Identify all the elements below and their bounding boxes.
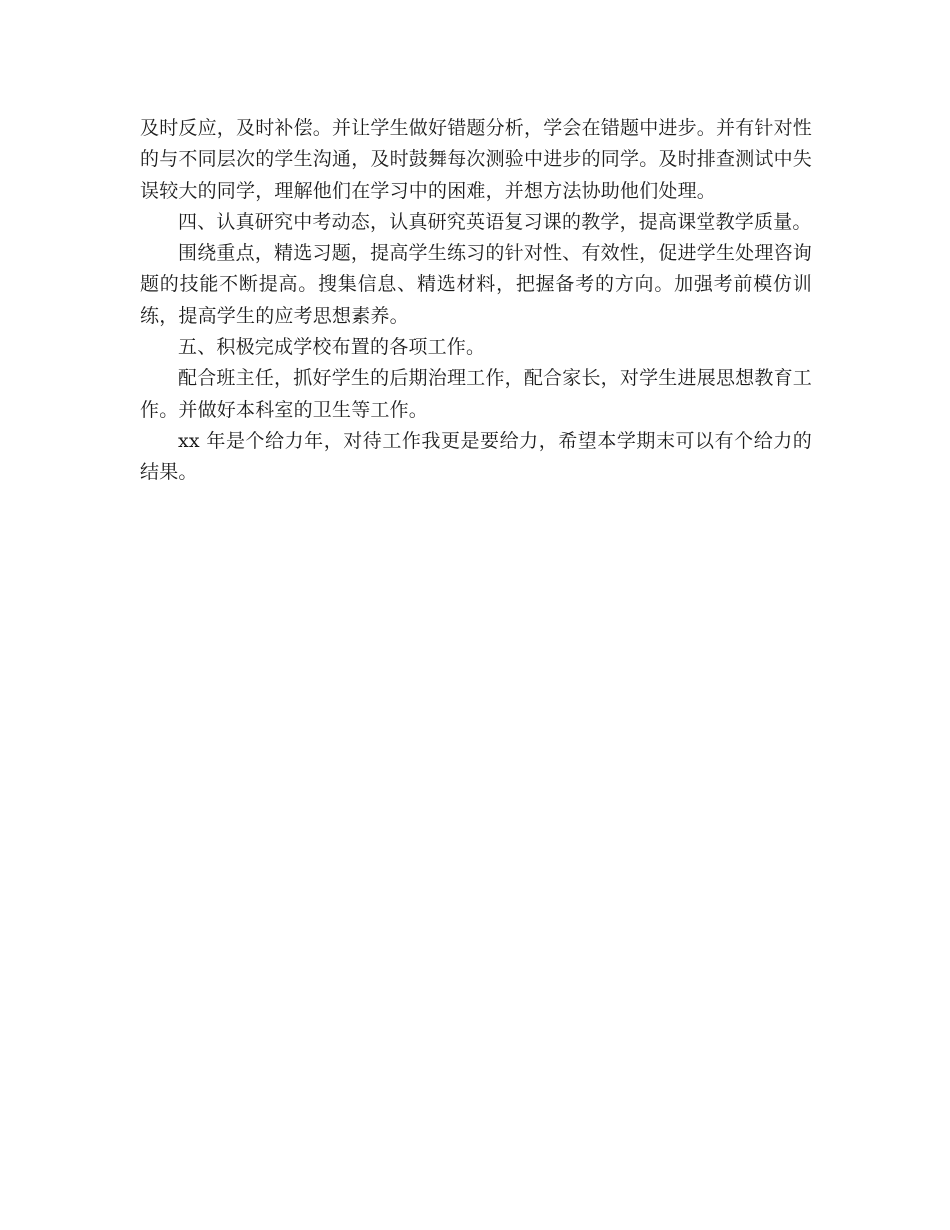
- document-body: [140, 113, 812, 489]
- paragraph-continuation: 及时反应，及时补偿。并让学生做好错题分析，学会在错题中进步。并有针对性的与不同层次的学生沟通，及时鼓舞每次测验中进步的同学。及时排查测试中失误较大的同学，理解他们在学习中的困难，并想方法协助他们处理。: [140, 117, 813, 202]
- paragraph-conclusion: xx 年是个给力年，对待工作我更是要给力，希望本学期末可以有个给力的结果。: [140, 429, 812, 484]
- paragraph-section-five-heading: 五、积极完成学校布置的各项工作。: [178, 336, 486, 359]
- paragraph-section-four-heading: 四、认真研究中考动态，认真研究英语复习课的教学，提高课堂教学质量。: [178, 210, 812, 233]
- paragraph-section-four-body: 围绕重点，精选习题，提高学生练习的针对性、有效性，促进学生处理咨询题的技能不断提高。搜集信息、精选材料，把握备考的方向。加强考前模仿训练，提高学生的应考思想素养。: [140, 242, 812, 327]
- paragraph-section-five-body: 配合班主任，抓好学生的后期治理工作，配合家长，对学生进展思想教育工作。并做好本科室的卫生等工作。: [140, 367, 812, 421]
